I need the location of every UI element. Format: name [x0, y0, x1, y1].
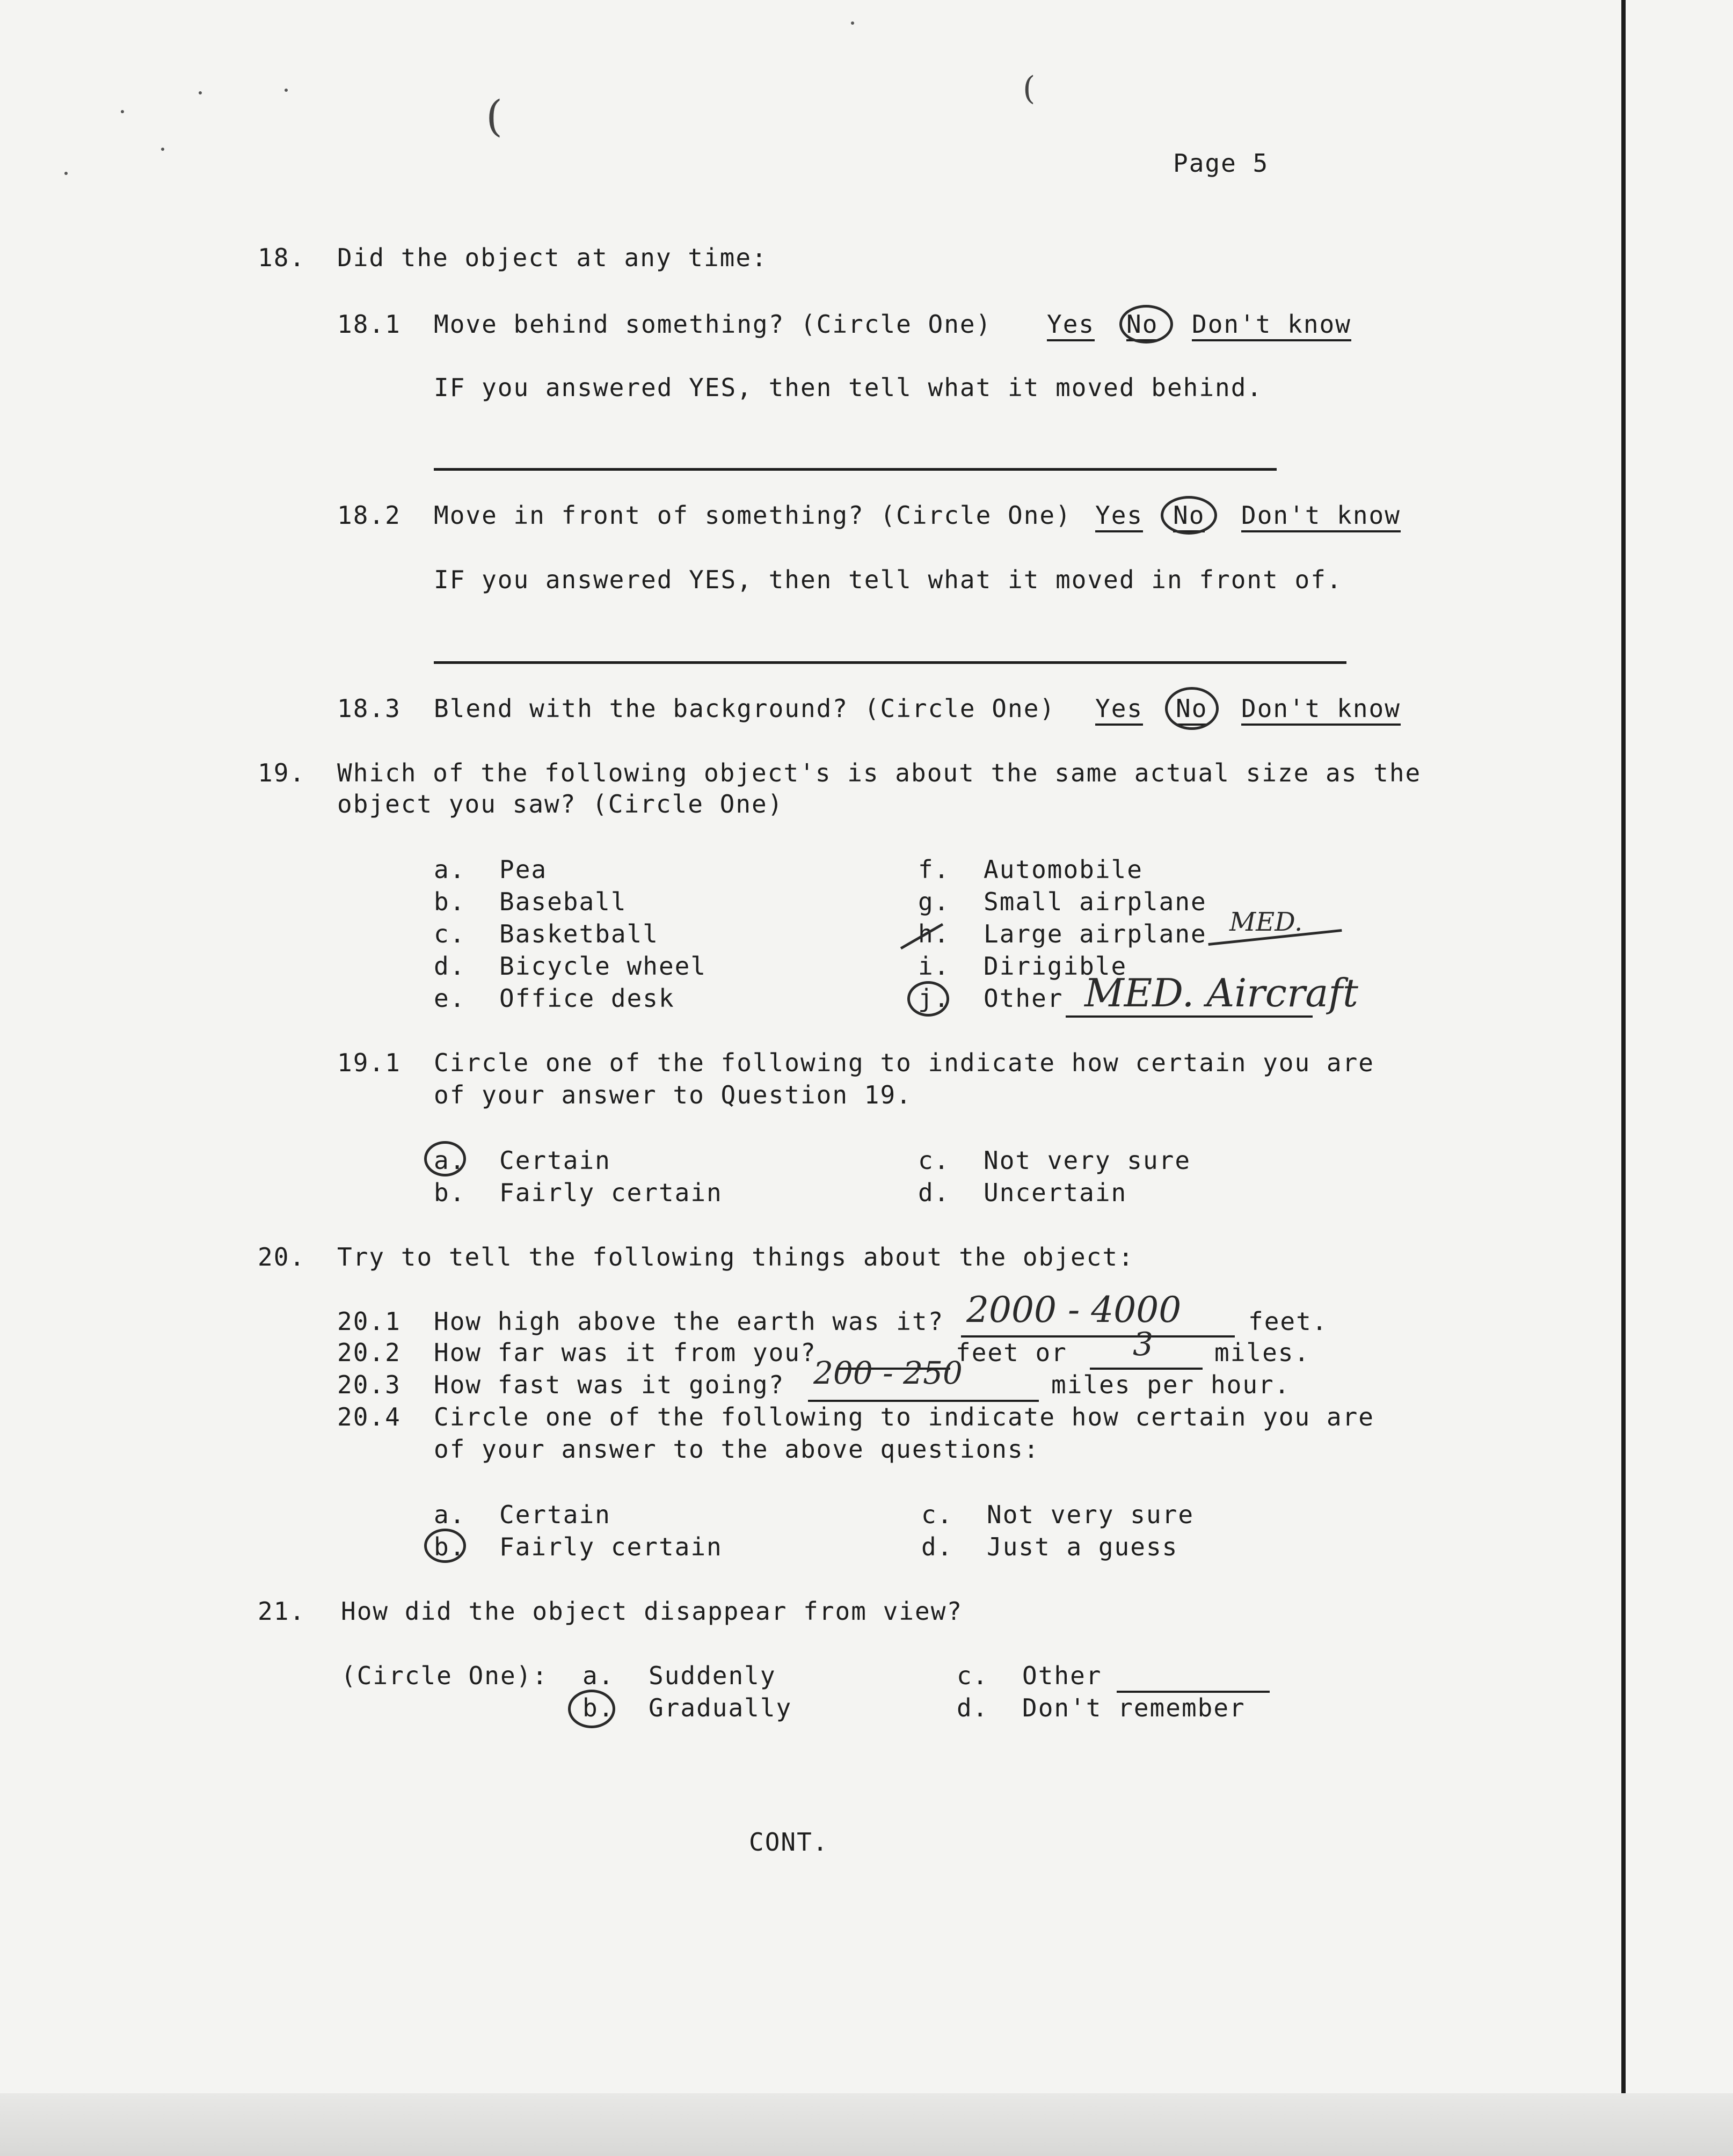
q19-1-option-label[interactable]: Uncertain [984, 1178, 1127, 1207]
q19-option-label[interactable]: Office desk [499, 984, 675, 1013]
q18-1-text: Move behind something? (Circle One) [434, 310, 992, 339]
q18-3-dont-know[interactable]: Don't know [1241, 693, 1401, 726]
q20-1-number: 20.1 [337, 1307, 401, 1336]
continued-label: CONT. [749, 1828, 829, 1857]
q21-option-letter: a. [582, 1661, 615, 1690]
scan-speck [161, 148, 164, 151]
q18-1-dont-know[interactable]: Don't know [1192, 309, 1351, 341]
q21-option-label[interactable]: Don't remember [1022, 1693, 1246, 1722]
q19-option-label[interactable]: Bicycle wheel [499, 952, 707, 981]
q20-text: Try to tell the following things about the object: [337, 1243, 1134, 1271]
q18-1-yes[interactable]: Yes [1047, 309, 1095, 341]
q21-option-label[interactable]: Suddenly [649, 1661, 776, 1690]
q20-2-unit: miles. [1214, 1338, 1310, 1367]
q18-3-number: 18.3 [337, 694, 401, 723]
q18-2-number: 18.2 [337, 501, 401, 530]
q19-option-letter: d. [434, 952, 466, 981]
q19-option-letter: g. [918, 887, 950, 916]
q19-option-letter: c. [434, 919, 466, 948]
q18-text: Did the object at any time: [337, 243, 768, 272]
q19-option-letter: b. [434, 887, 466, 916]
q19-option-label[interactable]: Automobile [984, 855, 1143, 884]
q20-4-option-letter: b. [434, 1532, 466, 1561]
q18-1-followup: IF you answered YES, then tell what it moved behind. [434, 373, 1263, 402]
q19-option-letter: f. [918, 855, 950, 884]
q18-1-number: 18.1 [337, 310, 401, 339]
q18-2-text: Move in front of something? (Circle One) [434, 501, 1072, 530]
answer-circle [424, 1141, 466, 1176]
q20-4-option-label[interactable]: Not very sure [987, 1500, 1195, 1529]
q21-option-letter: c. [957, 1661, 989, 1690]
answer-circle [907, 981, 949, 1017]
handwritten-strike-text: MED. [1229, 907, 1303, 937]
scan-speck [199, 91, 202, 94]
q18-2-yes[interactable]: Yes [1095, 500, 1143, 532]
q20-4-option-letter: d. [921, 1532, 953, 1561]
q19-1-number: 19.1 [337, 1048, 401, 1077]
q19-option-label[interactable]: Baseball [499, 887, 627, 916]
q20-4-option-label[interactable]: Just a guess [987, 1532, 1178, 1561]
q20-1-unit: feet. [1248, 1307, 1328, 1336]
q20-4-option-label[interactable]: Certain [499, 1500, 611, 1529]
q19-1-option-letter: b. [434, 1178, 466, 1207]
q18-3-no[interactable]: No [1176, 693, 1207, 726]
handwritten-speed-answer: 200 - 250 [813, 1355, 963, 1391]
q19-option-letter: e. [434, 984, 466, 1013]
q19-1-option-label[interactable]: Not very sure [984, 1146, 1191, 1175]
q21-option-label[interactable]: Gradually [649, 1693, 792, 1722]
scan-bottom [0, 2093, 1733, 2156]
scan-edge [1621, 0, 1626, 2156]
q20-4-option-letter: a. [434, 1500, 466, 1529]
q20-3-text: How fast was it going? [434, 1370, 785, 1399]
q20-4-number: 20.4 [337, 1402, 401, 1431]
q19-other-line [1066, 1015, 1313, 1018]
q20-2-mid: feet or [956, 1338, 1067, 1367]
handwritten-other-answer: MED. Aircraft [1084, 970, 1358, 1015]
scan-speck: ( [486, 91, 503, 141]
q18-3-text: Blend with the background? (Circle One) [434, 694, 1056, 723]
q20-3-number: 20.3 [337, 1370, 401, 1399]
q20-4-line2: of your answer to the above questions: [434, 1435, 1040, 1464]
q19-option-letter: i. [918, 952, 950, 981]
q19-1-option-label[interactable]: Certain [499, 1146, 611, 1175]
q18-2-no[interactable]: No [1173, 500, 1205, 532]
answer-circle [1119, 305, 1173, 344]
q19-line2: object you saw? (Circle One) [337, 790, 784, 818]
q18-1-answer-line [434, 468, 1277, 471]
answer-circle [568, 1690, 615, 1728]
q19-option-label[interactable]: Large airplane [984, 919, 1207, 948]
q19-option-letter: a. [434, 855, 466, 884]
q19-1-line2: of your answer to Question 19. [434, 1080, 912, 1109]
q19-option-label[interactable]: Other [984, 984, 1064, 1013]
q19-option-label[interactable]: Pea [499, 855, 548, 884]
q19-1-option-letter: d. [918, 1178, 950, 1207]
scan-speck [64, 172, 68, 175]
q21-prompt: (Circle One): [341, 1661, 549, 1690]
q21-number: 21. [258, 1597, 306, 1626]
q20-1-text: How high above the earth was it? [434, 1307, 944, 1336]
q19-line1: Which of the following object's is about the same actual size as the [337, 758, 1422, 787]
q18-3-yes[interactable]: Yes [1095, 693, 1143, 726]
q21-option-letter: b. [582, 1693, 615, 1722]
q21-option-letter: d. [957, 1693, 989, 1722]
q18-2-answer-line [434, 661, 1346, 664]
q20-4-option-label[interactable]: Fairly certain [499, 1532, 723, 1561]
q20-4-line1: Circle one of the following to indicate how certain you are [434, 1402, 1374, 1431]
q19-1-option-letter: a. [434, 1146, 466, 1175]
scan-speck [121, 110, 124, 113]
answer-circle [1165, 687, 1219, 730]
q18-number: 18. [258, 243, 306, 272]
q19-1-line1: Circle one of the following to indicate how certain you are [434, 1048, 1374, 1077]
q21-option-label[interactable]: Other [1022, 1661, 1102, 1690]
q19-1-option-letter: c. [918, 1146, 950, 1175]
scan-speck: ( [1023, 70, 1036, 107]
q20-4-option-letter: c. [921, 1500, 953, 1529]
answer-circle [1161, 496, 1217, 535]
q20-number: 20. [258, 1243, 306, 1271]
answer-circle [424, 1529, 466, 1563]
q19-option-letter: j. [918, 984, 950, 1013]
scan-speck [851, 21, 854, 25]
q20-2-number: 20.2 [337, 1338, 401, 1367]
handwritten-miles-answer: 3 [1133, 1326, 1154, 1363]
scan-speck [285, 89, 288, 92]
handwritten-height-answer: 2000 - 4000 [966, 1289, 1182, 1331]
q19-number: 19. [258, 758, 306, 787]
q18-2-dont-know[interactable]: Don't know [1241, 500, 1401, 532]
page-number: Page 5 [1173, 149, 1269, 178]
q20-2-text: How far was it from you? [434, 1338, 817, 1367]
q18-2-followup: IF you answered YES, then tell what it moved in front of. [434, 565, 1343, 594]
q18-1-no[interactable]: No [1126, 309, 1158, 341]
q20-3-unit: miles per hour. [1051, 1370, 1291, 1399]
q21-text: How did the object disappear from view? [341, 1597, 963, 1626]
q19-option-label[interactable]: Dirigible [984, 952, 1127, 981]
q19-option-letter: h. [918, 919, 950, 948]
q19-option-label[interactable]: Small airplane [984, 887, 1207, 916]
q19-1-option-label[interactable]: Fairly certain [499, 1178, 723, 1207]
q19-option-label[interactable]: Basketball [499, 919, 659, 948]
